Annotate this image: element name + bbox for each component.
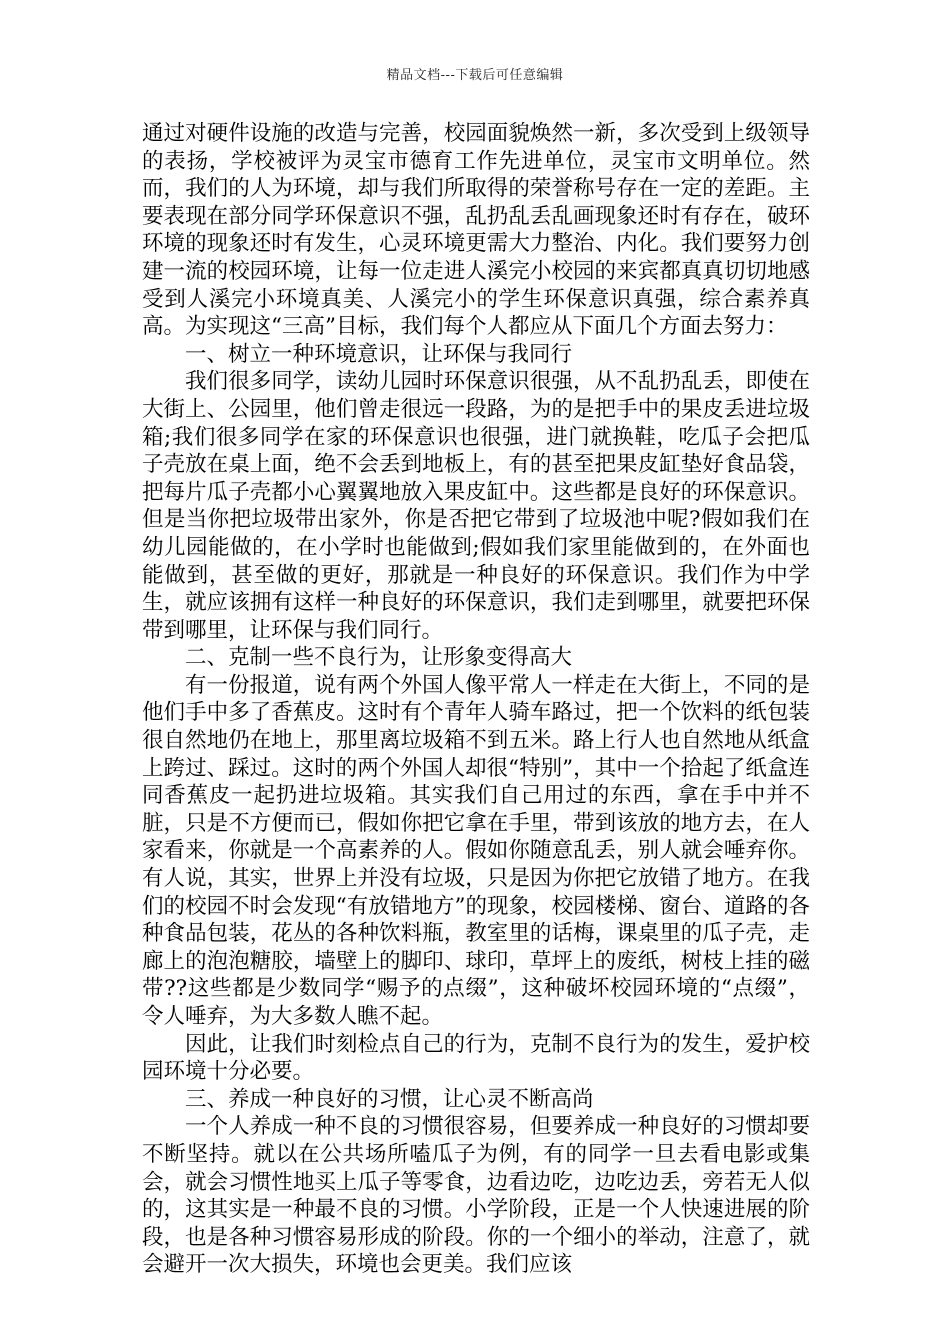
document-body [142,120,810,1279]
section-heading: 二、克制一些不良行为，让形象变得高大 [185,645,573,671]
section-heading: 三、养成一种良好的习惯，让心灵不断高尚 [185,1086,594,1112]
paragraph: 一个人养成一种不良的习惯很容易，但要养成一种良好的习惯却要不断坚持。就以在公共场所嗑瓜子为例，有的同学一旦去看电影或集会，就会习惯性地买上瓜子等零食，边看边吃，边吃边丢，旁若无人似的，这其实是一种最不良的习惯。小学阶段，正是一个人快速进展的阶段，也是各种习惯容易形成的阶段。你的一个细小的举动，注意了，就会避开一次大损失，环境也会更美。我们应该 [142,1114,810,1278]
section-heading: 一、树立一种环境意识，让环保与我同行 [185,341,573,367]
paragraph: 因此，让我们时刻检点自己的行为，克制不良行为的发生，爱护校园环境十分必要。 [142,1031,810,1085]
paragraph: 通过对硬件设施的改造与完善，校园面貌焕然一新，多次受到上级领导的表扬，学校被评为灵宝市德育工作先进单位，灵宝市文明单位。然而，我们的人为环境，却与我们所取得的荣誉称号存在一定的差距。主要表现在部分同学环保意识不强，乱扔乱丢乱画现象还时有存在，破环环境的现象还时有发生，心灵环境更需大力整治、内化。我们要努力创建一流的校园环境，让每一位走进人溪完小校园的来宾都真真切切地感受到人溪完小环境真美、人溪完小的学生环保意识真强，综合素养真高。为实现这“三高”目标，我们每个人都应从下面几个方面去努力： [142,121,810,340]
paragraph: 我们很多同学，读幼儿园时环保意识很强，从不乱扔乱丢，即使在大街上、公园里，他们曾走很远一段路，为的是把手中的果皮丢进垃圾箱;我们很多同学在家的环保意识也很强，进门就换鞋，吃瓜子会把瓜子壳放在桌上面，绝不会丢到地板上，有的甚至把果皮缸垫好食品袋，把每片瓜子壳都小心翼翼地放入果皮缸中。这些都是良好的环保意识。但是当你把垃圾带出家外，你是否把它带到了垃圾池中呢?假如我们在幼儿园能做的，在小学时也能做到;假如我们家里能做到的，在外面也能做到，甚至做的更好，那就是一种良好的环保意识。我们作为中学生，就应该拥有这样一种良好的环保意识，我们走到哪里，就要把环保带到哪里，让环保与我们同行。 [142,369,810,643]
page-header: 精品文档---下载后可任意编辑 [386,68,564,83]
paragraph: 有一份报道，说有两个外国人像平常人一样走在大街上，不同的是他们手中多了香蕉皮。这时有个青年人骑车路过，把一个饮料的纸包装很自然地仍在地上，那里离垃圾箱不到五米。路上行人也自然地从纸盒上跨过、踩过。这时的两个外国人却很“特别”，其中一个拾起了纸盒连同香蕉皮一起扔进垃圾箱。其实我们自己用过的东西，拿在手中并不脏，只是不方便而已，假如你把它拿在手里，带到该放的地方去，在人家看来，你就是一个高素养的人。假如你随意乱丢，别人就会唾弃你。有人说，其实，世界上并没有垃圾，只是因为你把它放错了地方。在我们的校园不时会发现“有放错地方”的现象，校园楼梯、窗台、道路的各种食品包装，花丛的各种饮料瓶，教室里的话梅，课桌里的瓜子壳，走廊上的泡泡糖胶，墙壁上的脚印、球印，草坪上的废纸，树枝上挂的磁带??这些都是少数同学“赐予的点缀”，这种破坏校园环境的“点缀”，令人唾弃，为大多数人瞧不起。 [142,672,810,1029]
